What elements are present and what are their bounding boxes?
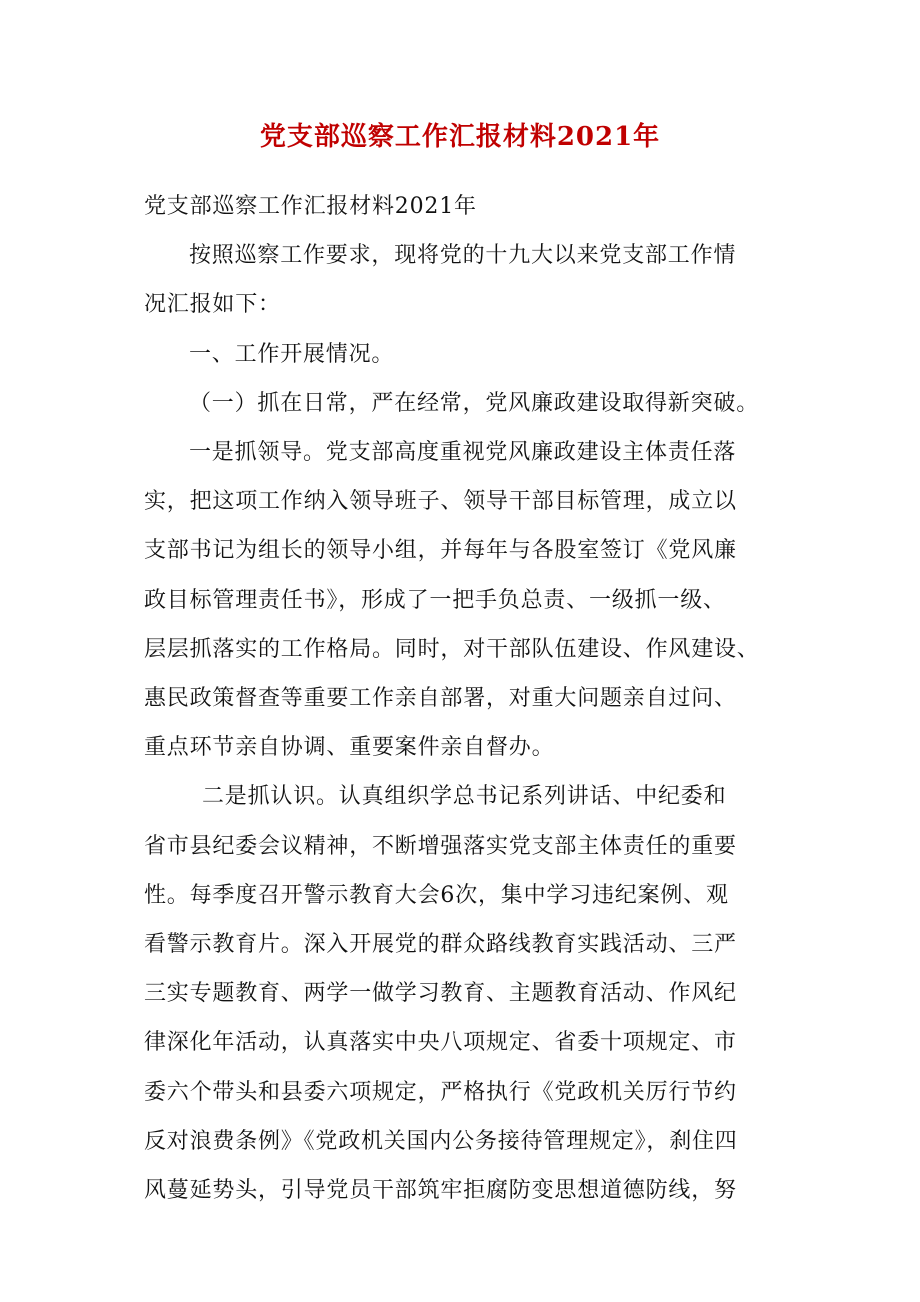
document-body <box>144 182 804 1215</box>
body-line: 按照巡察工作要求，现将党的十九大以来党支部工作情 <box>189 243 737 269</box>
body-line: 层层抓落实的工作格局。同时，对干部队伍建设、作风建设、 <box>144 636 760 662</box>
document-title: 党支部巡察工作汇报材料2021年 <box>259 122 661 152</box>
body-line: 支部书记为组长的领导小组，并每年与各股室签订《党风廉 <box>144 538 737 564</box>
body-line: 省市县纪委会议精神，不断增强落实党支部主体责任的重要 <box>144 833 737 859</box>
body-line: 况汇报如下： <box>144 292 281 318</box>
body-line: 一是抓领导。党支部高度重视党风廉政建设主体责任落 <box>189 440 737 466</box>
body-line: 委六个带头和县委六项规定，严格执行《党政机关厉行节约 <box>144 1079 737 1105</box>
subsection-heading: （一）抓在日常，严在经常，党风廉政建设取得新突破。 <box>189 390 760 416</box>
body-line: 三实专题教育、两学一做学习教育、主题教育活动、作风纪 <box>144 981 737 1007</box>
body-line: 重点环节亲自协调、重要案件亲自督办。 <box>144 735 555 761</box>
body-line: 惠民政策督查等重要工作亲自部署，对重大问题亲自过问、 <box>144 686 737 712</box>
body-line: 反对浪费条例》《党政机关国内公务接待管理规定》，刹住四 <box>144 1128 738 1154</box>
body-line: 二是抓认识。认真组织学总书记系列讲话、中纪委和 <box>202 784 727 810</box>
body-line: 政目标管理责任书》，形成了一把手负总责、一级抓一级、 <box>144 587 726 613</box>
body-line: 性。每季度召开警示教育大会6次，集中学习违纪案例、观 <box>144 882 729 908</box>
body-line: 党支部巡察工作汇报材料2021年 <box>144 194 477 219</box>
body-line: 风蔓延势头，引导党员干部筑牢拒腐防变思想道德防线，努 <box>144 1178 737 1204</box>
body-line: 律深化年活动，认真落实中央八项规定、省委十项规定、市 <box>144 1030 737 1056</box>
body-line: 看警示教育片。深入开展党的群众路线教育实践活动、三严 <box>144 932 737 958</box>
body-line: 实，把这项工作纳入领导班子、领导干部目标管理，成立以 <box>144 489 737 515</box>
section-heading: 一、工作开展情况。 <box>189 341 395 367</box>
